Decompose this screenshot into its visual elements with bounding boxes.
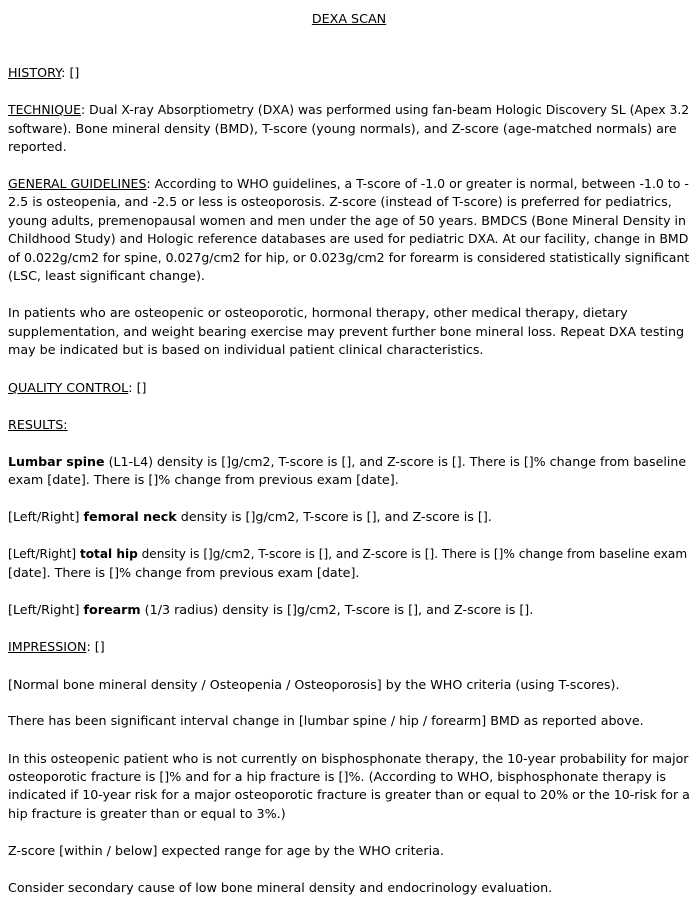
- impression-line: [8, 638, 105, 656]
- technique-label: TECHNIQUE: [8, 102, 81, 117]
- guidelines-line-6: (LSC, least significant change).: [8, 268, 205, 283]
- femoral-neck-label: femoral neck: [83, 509, 177, 524]
- frax-line-1: In this osteopenic patient who is not currently on bisphosphonate therapy, the 10-year probability for major: [8, 751, 689, 766]
- guidelines-line-3: young adults, premenopausal women and men under the age of 50 years. BMDCS (Bone Mineral Density in: [8, 213, 687, 228]
- history-line: [8, 64, 79, 82]
- therapy-line-3: may be indicated but is based on individual patient clinical characteristics.: [8, 342, 484, 357]
- guidelines-text: : According to WHO guidelines, a T-score of -1.0 or greater is normal, between -1.0 to -: [146, 176, 689, 191]
- therapy-line-1: In patients who are osteopenic or osteoporotic, hormonal therapy, other medical therapy, dietary: [8, 305, 628, 320]
- quality-control-value: : []: [128, 380, 147, 395]
- technique-line-3: reported.: [8, 139, 67, 154]
- forearm-label: forearm: [83, 602, 141, 617]
- forearm-line: [8, 601, 533, 619]
- hip-prefix: [Left/Right]: [8, 547, 80, 561]
- technique-text: : Dual X-ray Absorptiometry (DXA) was performed using fan-beam Hologic Discovery SL (Apex 3.2: [80, 102, 690, 117]
- guidelines-line-1: [8, 175, 689, 193]
- results-colon: :: [63, 417, 68, 432]
- history-label: HISTORY: [8, 65, 62, 80]
- guidelines-line-2: 2.5 is osteopenia, and -2.5 or less is osteoporosis. Z-score (instead of T-score) is preferred for pediatrics,: [8, 194, 672, 209]
- zscore-line: Z-score [within / below] expected range for age by the WHO criteria.: [8, 843, 444, 858]
- technique-line-1: [8, 101, 689, 119]
- guidelines-label: GENERAL GUIDELINES: [8, 176, 147, 191]
- total-hip-label: total hip: [79, 547, 138, 561]
- document-title: [8, 10, 690, 28]
- impression-interval-change: There has been significant interval change in [lumbar spine / hip / forearm] BMD as reported above.: [8, 713, 644, 728]
- quality-control-label: QUALITY CONTROL: [8, 380, 129, 395]
- history-value: : []: [61, 65, 80, 80]
- femoral-prefix: [Left/Right]: [8, 509, 84, 524]
- title-text: DEXA SCAN: [311, 11, 387, 26]
- forearm-text: (1/3 radius) density is []g/cm2, T-score is [], and Z-score is [].: [140, 602, 534, 617]
- frax-line-3: indicated if 10-year risk for a major osteoporotic fracture is greater than or equal to 20% or the 10-risk for a: [8, 787, 690, 802]
- guidelines-line-5: of 0.022g/cm2 for spine, 0.027g/cm2 for hip, or 0.023g/cm2 for forearm is considered statistically significant: [8, 250, 690, 265]
- femoral-text: density is []g/cm2, T-score is [], and Z-score is [].: [176, 509, 492, 524]
- impression-diagnosis: [Normal bone mineral density / Osteopenia / Osteoporosis] by the WHO criteria (using T-scores).: [8, 677, 620, 692]
- femoral-neck-line: [8, 508, 492, 526]
- hip-line-1: [8, 545, 687, 563]
- frax-line-2: osteoporotic fracture is []% and for a hip fracture is []%. (According to WHO, bisphosphonate therapy is: [8, 769, 666, 784]
- lumbar-text: (L1-L4) density is []g/cm2, T-score is [], and Z-score is []. There is []% change from baseline: [104, 454, 687, 469]
- impression-label: IMPRESSION: [8, 639, 87, 654]
- lumbar-spine-label: Lumbar spine: [8, 454, 105, 469]
- quality-control-line: [8, 379, 146, 397]
- therapy-line-2: supplementation, and weight bearing exercise may prevent further bone mineral loss. Repeat DXA testing: [8, 324, 685, 339]
- results-label: RESULTS: [8, 417, 64, 432]
- forearm-prefix: [Left/Right]: [8, 602, 84, 617]
- impression-value: : []: [86, 639, 105, 654]
- results-heading: [8, 416, 68, 434]
- hip-line-2: [date]. There is []% change from previous exam [date].: [8, 565, 360, 580]
- hip-text: density is []g/cm2, T-score is [], and Z-score is []. There is []% change from baseline exam: [137, 547, 688, 561]
- secondary-cause-line: Consider secondary cause of low bone mineral density and endocrinology evaluation.: [8, 880, 553, 895]
- lumbar-line-1: [8, 453, 686, 471]
- lumbar-line-2: exam [date]. There is []% change from previous exam [date].: [8, 472, 399, 487]
- guidelines-line-4: Childhood Study) and Hologic reference databases are used for pediatric DXA. At our facility, change in BMD: [8, 231, 689, 246]
- technique-line-2: software). Bone mineral density (BMD), T-score (young normals), and Z-score (age-matched normals) are: [8, 121, 677, 136]
- frax-line-4: hip fracture is greater than or equal to 3%.): [8, 806, 286, 821]
